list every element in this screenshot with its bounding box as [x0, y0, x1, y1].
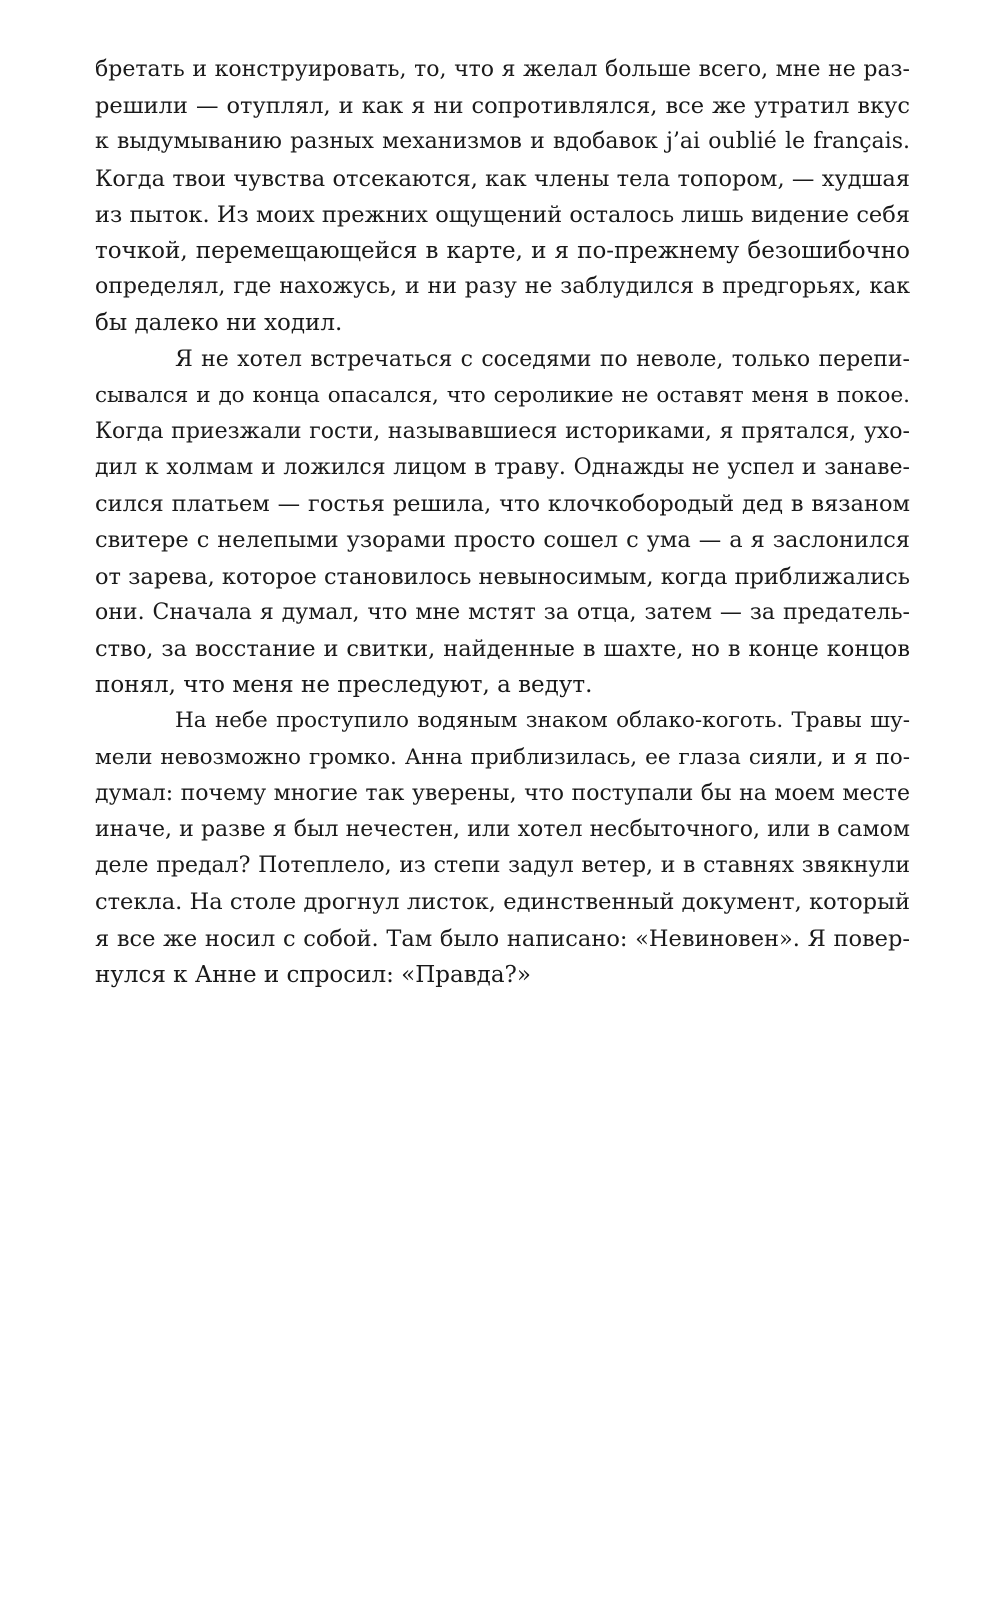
text-line: мели невозможно громко. Анна приблизилась, ее глаза сияли, и я по-: [95, 744, 910, 770]
text-line: из пыток. Из моих прежних ощущений осталось лишь видение себя: [95, 201, 910, 228]
paragraph-3: [95, 703, 910, 993]
text-line: иначе, и разве я был нечестен, или хотел несбыточного, или в самом: [95, 816, 910, 842]
text-line: дил к холмам и ложился лицом в траву. Однажды не успел и занаве-: [95, 455, 910, 481]
text-line: решили — отуплял, и как я ни сопротивлялся, все же утратил вкус: [95, 93, 910, 120]
text-line: бы далеко ни ходил.: [95, 310, 343, 337]
text-line: определял, где нахожусь, и ни разу не заблудился в предгорьях, как: [95, 274, 910, 300]
paragraph-2: [95, 342, 910, 704]
text-line: понял, что меня не преследуют, а ведут.: [95, 672, 593, 699]
book-page: [95, 52, 910, 993]
text-line: Когда приезжали гости, называвшиеся историками, я прятался, ухо-: [95, 418, 910, 444]
text-line: нулся к Анне и спросил: «Правда?»: [95, 961, 531, 988]
text-line: ство, за восстание и свитки, найденные в шахте, но в конце концов: [95, 636, 910, 662]
paragraph-1: [95, 52, 910, 342]
text-line: к выдумыванию разных механизмов и вдобавок j’ai oublié le français.: [95, 129, 910, 155]
text-line: точкой, перемещающейся в карте, и я по-прежнему безошибочно: [95, 237, 910, 264]
text-line: стекла. На столе дрогнул листок, единственный документ, который: [95, 889, 910, 916]
text-line: я все же носил с собой. Там было написано: «Невиновен». Я повер-: [95, 925, 910, 952]
text-line: На небе проступило водяным знаком облако-коготь. Травы шу-: [175, 708, 910, 734]
text-line: деле предал? Потеплело, из степи задул ветер, и в ставнях звякнули: [95, 853, 910, 879]
text-line: Я не хотел встречаться с соседями по неволе, только перепи-: [175, 346, 910, 372]
text-line: свитере с нелепыми узорами просто сошел с ума — а я заслонился: [95, 527, 910, 554]
text-line: думал: почему многие так уверены, что поступали бы на моем месте: [95, 780, 910, 806]
text-line: они. Сначала я думал, что мне мстят за отца, затем — за предатель-: [95, 599, 910, 625]
text-line: сился платьем — гостья решила, что клочкобородый дед в вязаном: [95, 491, 910, 518]
text-line: Когда твои чувства отсекаются, как члены тела топором, — худшая: [95, 165, 910, 192]
text-line: бретать и конструировать, то, что я желал больше всего, мне не раз-: [95, 57, 910, 82]
text-line: сывался и до конца опасался, что сероликие не оставят меня в покое.: [95, 382, 910, 408]
text-line: от зарева, которое становилось невыносимым, когда приближались: [95, 563, 911, 590]
